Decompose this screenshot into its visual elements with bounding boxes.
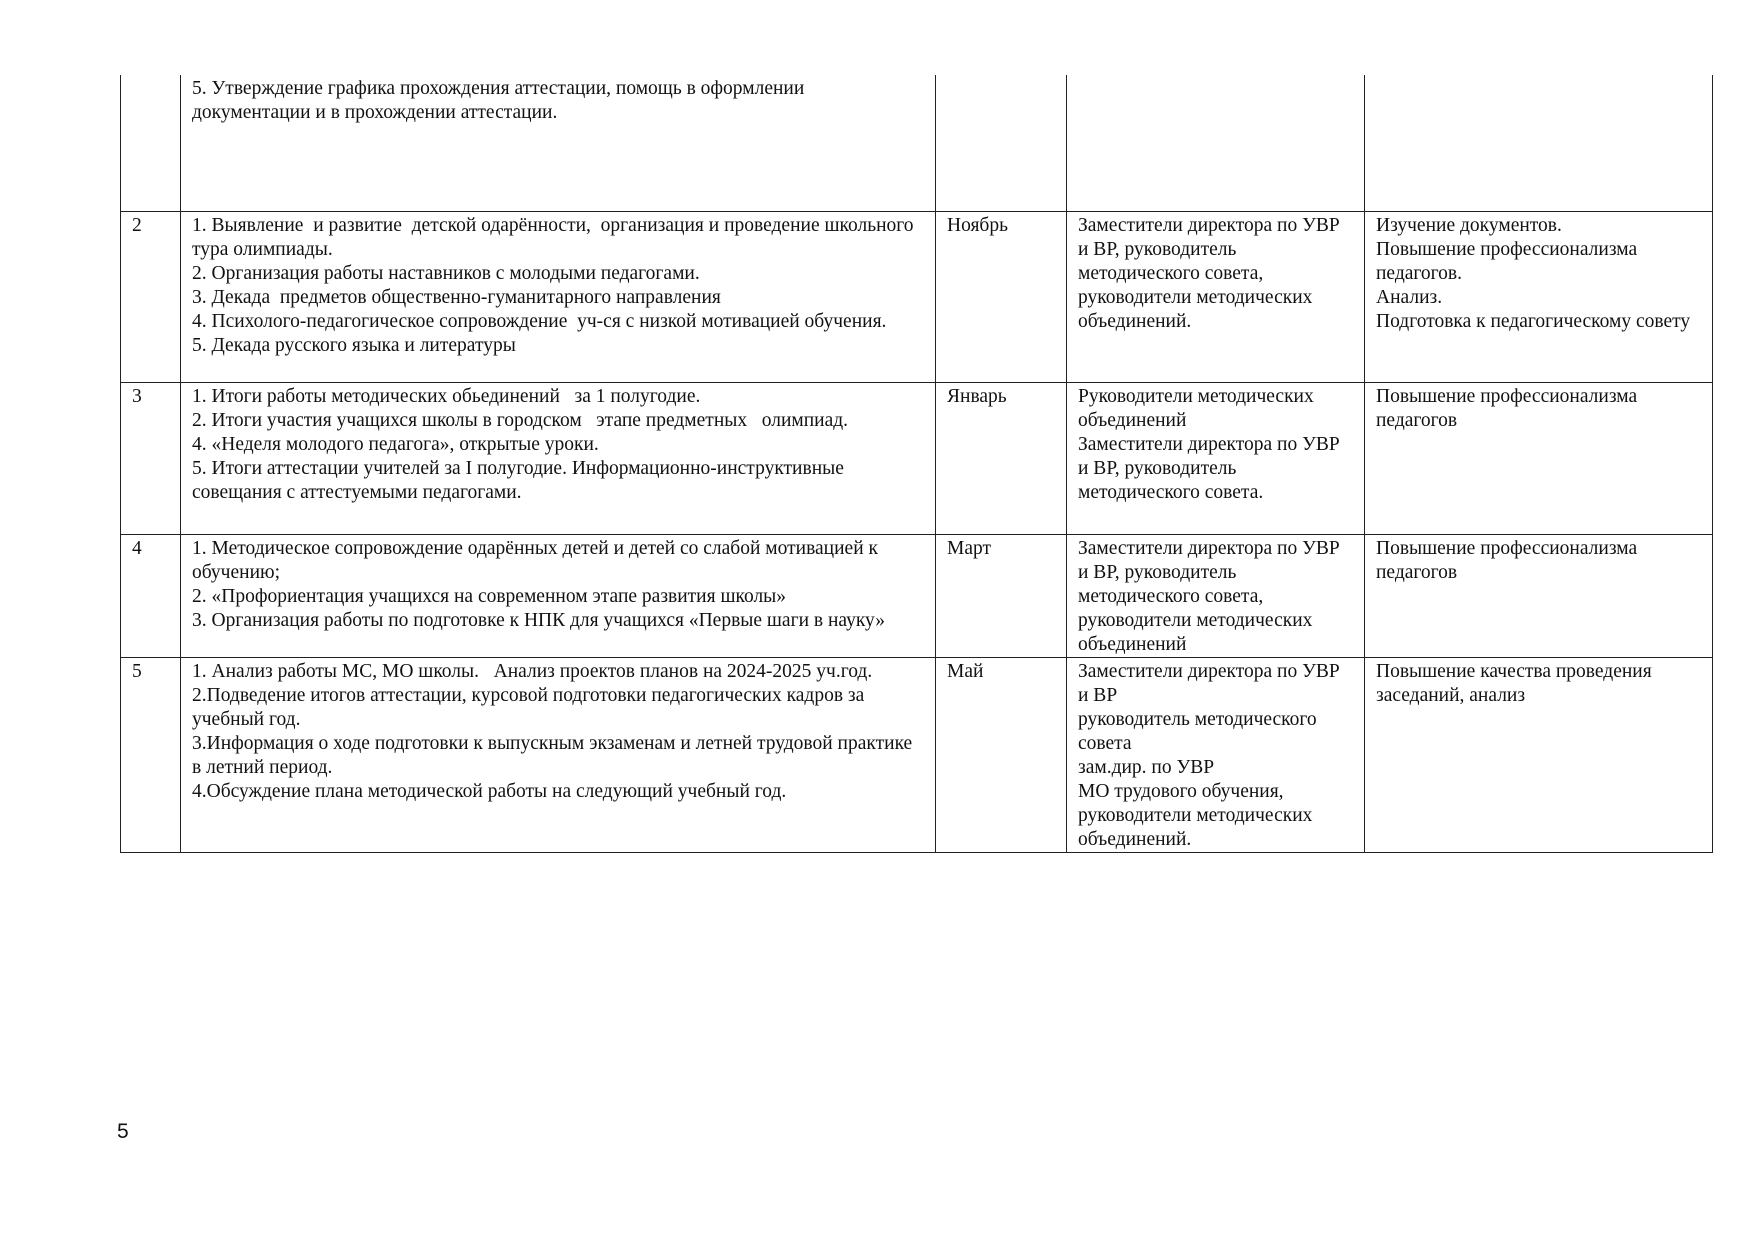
tasks-cell	[181, 211, 936, 382]
row-number-cell: 2	[121, 211, 181, 382]
task-item: 2. Итоги участия учащихся школы в городском этапе предметных олимпиад.	[192, 409, 849, 431]
result-cell	[1365, 211, 1713, 382]
responsible-cell	[1067, 534, 1365, 657]
responsible-cell	[1067, 382, 1365, 534]
month-cell	[936, 75, 1067, 211]
task-item: 2. Организация работы наставников с молодыми педагогами.	[192, 262, 700, 284]
row-number-cell	[121, 75, 181, 211]
task-item: 4. Психолого-педагогическое сопровождение уч-ся с низкой мотивацией обучения.	[192, 310, 887, 332]
task-item: 2. «Профориентация учащихся на современном этапе развития школы»	[192, 585, 787, 607]
task-item: 4.Обсуждение плана методической работы на следующий учебный год.	[192, 780, 787, 802]
responsible-item: Заместители директора по УВР и ВР	[1078, 660, 1345, 706]
table-row	[121, 534, 1713, 657]
result-cell	[1365, 75, 1713, 211]
plan-table	[120, 75, 1713, 853]
task-item: 1. Выявление и развитие детской одарённости, организация и проведение школьного тура олимпиады.	[192, 214, 919, 260]
page-number: 5	[117, 1120, 129, 1143]
task-item: 5. Итоги аттестации учителей за I полугодие. Информационно-инструктивные совещания с аттестуемыми педагогами.	[192, 457, 849, 503]
task-item: 5. Утверждение графика прохождения аттестации, помощь в оформлении документации и в прохождении аттестации.	[192, 78, 810, 123]
task-item: 4. «Неделя молодого педагога», открытые уроки.	[192, 433, 599, 455]
task-item: 3.Информация о ходе подготовки к выпускным экзаменам и летней трудовой практике в летний период.	[192, 732, 918, 778]
tasks-cell	[181, 75, 936, 211]
task-item: 5. Декада русского языка и литературы	[192, 334, 516, 356]
result-item: Повышение профессионализма педагогов.	[1376, 238, 1643, 284]
tasks-cell	[181, 534, 936, 657]
task-item: 1. Анализ работы МС, МО школы. Анализ проектов планов на 2024-2025 уч.год.	[192, 660, 873, 682]
task-item: 1. Итоги работы методических обьединений за 1 полугодие.	[192, 385, 701, 407]
responsible-item: Заместители директора по УВР и ВР, руководитель методического совета.	[1078, 433, 1345, 503]
tasks-cell	[181, 657, 936, 852]
month-cell: Май	[936, 657, 1067, 852]
result-item: Повышение профессионализма педагогов	[1376, 537, 1643, 583]
responsible-item: Руководители методических объединений	[1078, 385, 1319, 431]
result-cell	[1365, 534, 1713, 657]
table-row	[121, 382, 1713, 534]
month-cell: Январь	[936, 382, 1067, 534]
task-item: 2.Подведение итогов аттестации, курсовой подготовки педагогических кадров за учебный год.	[192, 684, 870, 730]
row-number-cell: 3	[121, 382, 181, 534]
responsible-cell	[1067, 211, 1365, 382]
responsible-cell	[1067, 657, 1365, 852]
task-item: 1. Методическое сопровождение одарённых детей и детей со слабой мотивацией к обучению;	[192, 537, 883, 583]
task-item: 3. Организация работы по подготовке к НПК для учащихся «Первые шаги в науку»	[192, 609, 886, 631]
row-number-cell: 5	[121, 657, 181, 852]
responsible-item: руководитель методического совета	[1078, 708, 1322, 754]
table-row	[121, 75, 1713, 211]
responsible-item: Заместители директора по УВР и ВР, руководитель методического совета, руководители методических объединений.	[1078, 214, 1345, 332]
result-cell	[1365, 657, 1713, 852]
row-number-cell: 4	[121, 534, 181, 657]
table-row	[121, 657, 1713, 852]
task-item: 3. Декада предметов общественно-гуманитарного направления	[192, 286, 721, 308]
result-cell	[1365, 382, 1713, 534]
result-item: Изучение документов.	[1376, 214, 1562, 236]
result-item: Анализ.	[1376, 286, 1443, 308]
table-row	[121, 211, 1713, 382]
responsible-item: МО трудового обучения, руководители методических объединений.	[1078, 780, 1318, 850]
result-item: Повышение профессионализма педагогов	[1376, 385, 1643, 431]
responsible-cell	[1067, 75, 1365, 211]
result-item: Подготовка к педагогическому совету	[1376, 310, 1691, 332]
responsible-item: зам.дир. по УВР	[1078, 756, 1215, 778]
month-cell: Ноябрь	[936, 211, 1067, 382]
result-item: Повышение качества проведения заседаний, анализ	[1376, 660, 1657, 706]
tasks-cell	[181, 382, 936, 534]
responsible-item: Заместители директора по УВР и ВР, руководитель методического совета, руководители методических объединений	[1078, 537, 1345, 655]
month-cell: Март	[936, 534, 1067, 657]
